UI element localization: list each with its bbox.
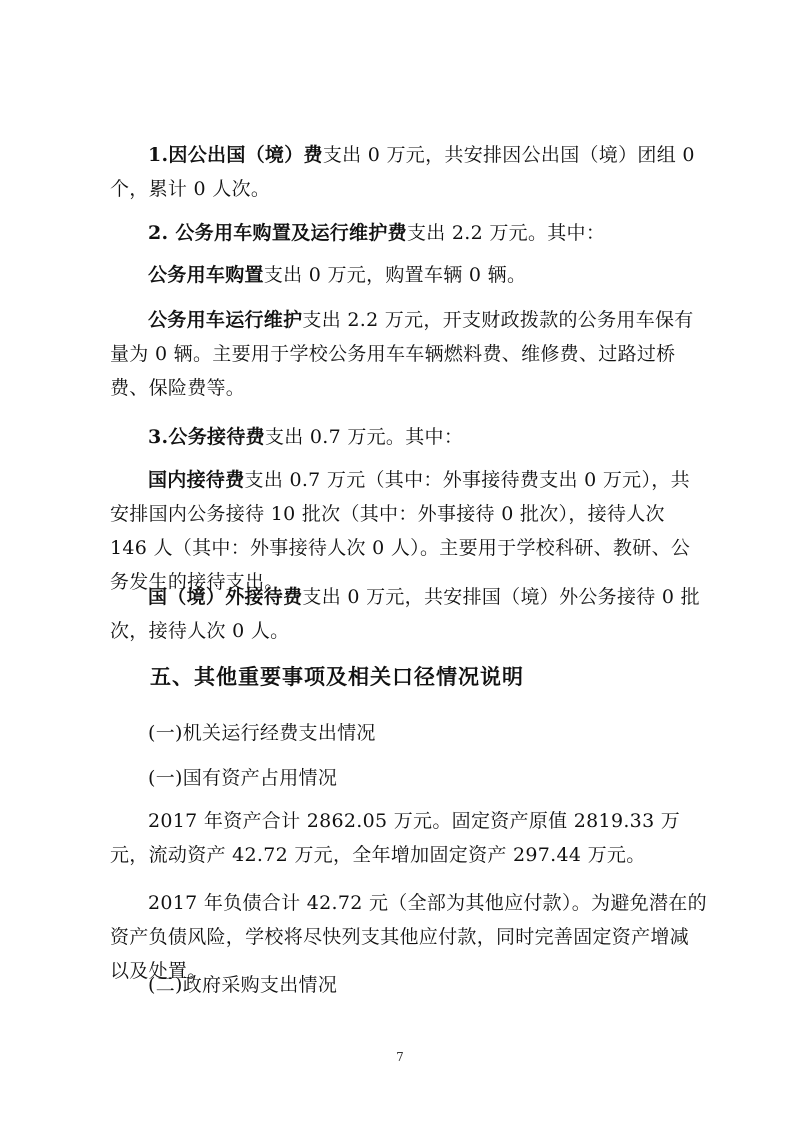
subheading-state-assets: (一)国有资产占用情况 [148, 767, 338, 789]
item-foreign-travel [110, 138, 708, 206]
item-text: 支出 0.7 万元。其中： [264, 426, 464, 448]
subheading-operating-costs: (一)机关运行经费支出情况 [148, 722, 376, 744]
item-label: 2. 公务用车购置及运行维护费 [148, 222, 407, 244]
item-label: 公务用车运行维护 [148, 309, 303, 331]
item-text: 支出 0 万元，共安排因公出国（境）团组 0 个，累计 0 人次。 [110, 144, 695, 200]
item-label: 国（境）外接待费 [148, 586, 303, 608]
item-text: 支出 2.2 万元，开支财政拨款的公务用车保有量为 0 辆。主要用于学校公务用车车辆燃料费、维修费、过路过桥费、保险费等。 [110, 309, 694, 399]
item-domestic-reception [110, 463, 708, 599]
item-label: 1.因公出国（境）费 [148, 144, 323, 166]
item-label: 3.公务接待费 [148, 426, 265, 448]
item-text: 支出 0.7 万元（其中：外事接待费支出 0 万元），共安排国内公务接待 10 批次（其中：外事接待 0 批次），接待人次 146 人（其中：外事接待人次 0 人）。主要用于学校科研、教研、公务发生的接待支出。 [110, 469, 691, 593]
item-reception [110, 420, 708, 454]
item-text: 支出 0 万元，共安排国（境）外公务接待 0 批次，接待人次 0 人。 [110, 586, 700, 642]
paragraph-assets: 2017 年资产合计 2862.05 万元。固定资产原值 2819.33 万元，流动资产 42.72 万元，全年增加固定资产 297.44 万元。 [110, 810, 681, 866]
section-heading: 五、其他重要事项及相关口径情况说明 [150, 665, 524, 689]
paragraph-liabilities: 2017 年负债合计 42.72 元（全部为其他应付款）。为避免潜在的资产负债风险，学校将尽快列支其他应付款，同时完善固定资产增减以及处置。 [110, 892, 707, 982]
item-vehicle-purchase [110, 258, 708, 292]
item-foreign-reception [110, 580, 708, 648]
item-label: 国内接待费 [148, 469, 245, 491]
item-vehicle-maintenance [110, 303, 708, 405]
item-label: 公务用车购置 [148, 264, 264, 286]
item-text: 支出 0 万元，购置车辆 0 辆。 [263, 264, 527, 286]
page-number: 7 [396, 1050, 404, 1064]
item-vehicle-costs [110, 216, 708, 250]
subheading-procurement: (二)政府采购支出情况 [148, 974, 338, 996]
item-text: 支出 2.2 万元。其中： [406, 222, 606, 244]
